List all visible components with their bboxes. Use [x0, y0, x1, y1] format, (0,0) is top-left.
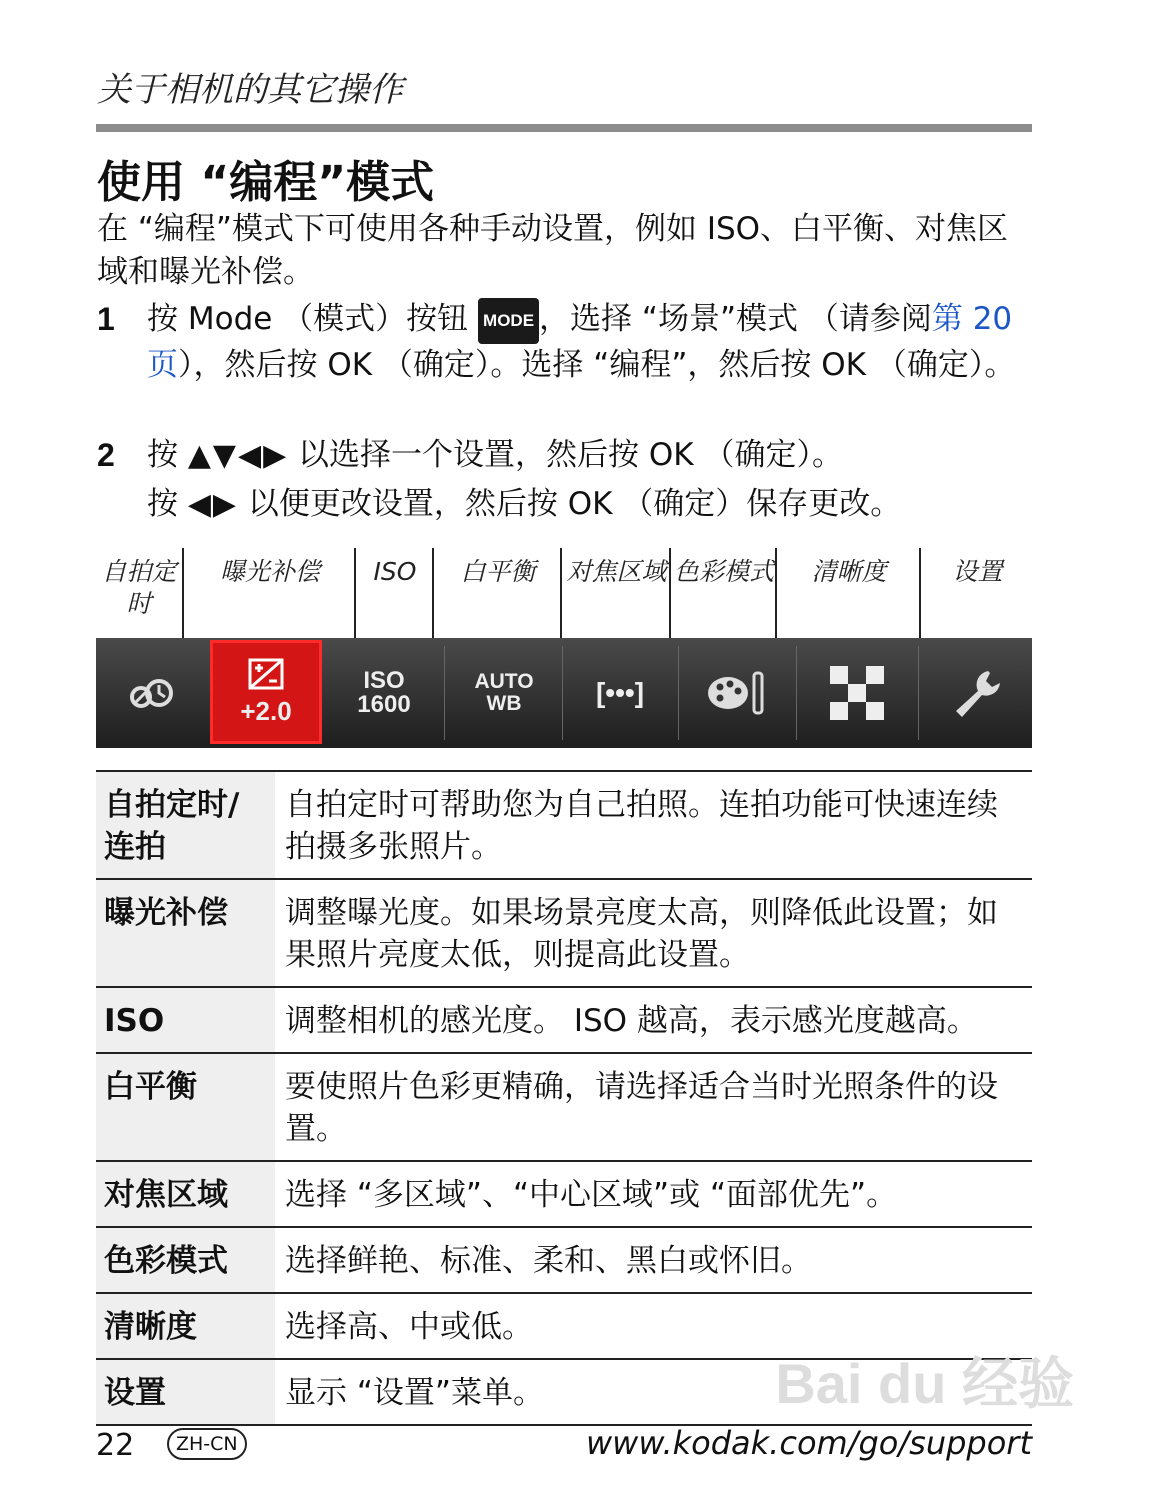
step-line	[147, 483, 1032, 526]
step-text: 以选择一个设置，然后按 OK （确定）。	[288, 437, 843, 473]
step-body	[147, 434, 1032, 526]
row-term: 对焦区域	[96, 1161, 275, 1227]
menu-label-white-balance: 白平衡	[436, 548, 562, 638]
running-header: 关于相机的其它操作	[97, 70, 403, 110]
camera-menu-bar	[96, 638, 1032, 748]
row-term: 白平衡	[96, 1053, 275, 1161]
table-row	[96, 1053, 1032, 1161]
step-text: 按 Mode （模式）按钮	[147, 301, 479, 337]
wrench-icon	[920, 638, 1032, 748]
menu-label-sharpness: 清晰度	[779, 548, 921, 638]
white-balance-icon	[446, 638, 562, 748]
row-definition: 选择 “多区域”、“中心区域”或 “面部优先”。	[285, 1177, 898, 1213]
row-term: 设置	[96, 1359, 275, 1425]
step-number: 1	[97, 301, 115, 337]
step-text: ），然后按 OK （确定）。选择 “编程”，然后按 OK （确定）。	[178, 347, 1016, 383]
menu-label-exposure: 曝光补偿	[186, 548, 356, 638]
table-row	[96, 1161, 1032, 1227]
exposure-value: +2.0	[240, 695, 292, 726]
row-term: 色彩模式	[96, 1227, 275, 1293]
row-term: 清晰度	[96, 1293, 275, 1359]
row-definition: 调整曝光度。如果场景亮度太高，则降低此设置；如果照片亮度太低，则提高此设置。	[285, 895, 998, 973]
exposure-compensation-item	[210, 640, 322, 744]
left-right-arrows-icon: ◀▶	[187, 487, 239, 522]
menu-label-color-mode: 色彩模式	[673, 548, 777, 638]
menu-label-settings: 设置	[952, 557, 1003, 586]
row-definition: 选择高、中或低。	[285, 1309, 533, 1345]
row-definition: 选择鲜艳、标准、柔和、黑白或怀旧。	[285, 1243, 812, 1279]
mode-button-icon: MODE	[478, 298, 539, 344]
focus-zone-icon: [•••]	[595, 677, 645, 708]
menu-label-iso: ISO	[358, 548, 434, 638]
self-timer-icon	[96, 638, 206, 748]
table-row	[96, 879, 1032, 987]
divider	[918, 646, 919, 740]
row-definition: 自拍定时可帮助您为自己拍照。连拍功能可快速连续拍摄多张照片。	[285, 787, 998, 865]
step-text: 以便更改设置，然后按 OK （确定）保存更改。	[238, 486, 902, 522]
language-badge: ZH-CN	[167, 1428, 247, 1460]
header-rule	[96, 124, 1032, 132]
page-link[interactable]: 第 20 页	[147, 301, 1013, 383]
row-term: ISO	[96, 987, 275, 1053]
wb-top: AUTO	[474, 670, 534, 693]
step-text: ，选择 “场景”模式 （请参阅	[539, 301, 932, 337]
wb-bottom: WB	[486, 692, 522, 715]
divider	[796, 646, 797, 740]
divider	[444, 646, 445, 740]
row-term: 自拍定时/连拍	[96, 771, 275, 879]
iso-value: 1600	[357, 691, 411, 718]
step-text: 按	[147, 437, 188, 473]
page-number: 22	[96, 1428, 135, 1463]
divider	[678, 646, 679, 740]
section-title: 使用 “编程”模式	[97, 157, 435, 208]
row-definition: 要使照片色彩更精确，请选择适合当时光照条件的设置。	[285, 1069, 998, 1147]
support-url[interactable]: www.kodak.com/go/support	[585, 1424, 1032, 1462]
row-definition: 显示 “设置”菜单。	[285, 1375, 544, 1411]
table-row	[96, 771, 1032, 879]
step-2	[97, 434, 1032, 526]
step-number: 2	[97, 437, 115, 473]
sharpness-icon	[798, 638, 916, 748]
watermark-logo: Bai du 经验	[775, 1352, 1074, 1415]
step-body	[147, 298, 1032, 386]
color-palette-icon	[680, 638, 794, 748]
settings-table	[96, 770, 1032, 1426]
iso-label: ISO	[363, 667, 405, 694]
step-1	[97, 298, 1032, 386]
row-term: 曝光补偿	[96, 879, 275, 987]
iso-icon	[326, 638, 442, 748]
step-text: 按	[147, 486, 188, 522]
step-line	[147, 434, 1032, 477]
intro-paragraph: 在 “编程”模式下可使用各种手动设置，例如 ISO、白平衡、对焦区域和曝光补偿。	[97, 211, 1009, 290]
table-row	[96, 987, 1032, 1053]
menu-labels-row	[96, 548, 1032, 638]
table-row	[96, 1227, 1032, 1293]
menu-label-focus-zone: 对焦区域	[564, 548, 671, 638]
menu-label-self-timer: 自拍定时	[96, 548, 184, 638]
four-way-arrows-icon: ▲▼◀▶	[187, 438, 289, 473]
divider	[562, 646, 563, 740]
row-definition: 调整相机的感光度。 ISO 越高，表示感光度越高。	[285, 1003, 978, 1039]
exposure-icon	[248, 658, 284, 690]
